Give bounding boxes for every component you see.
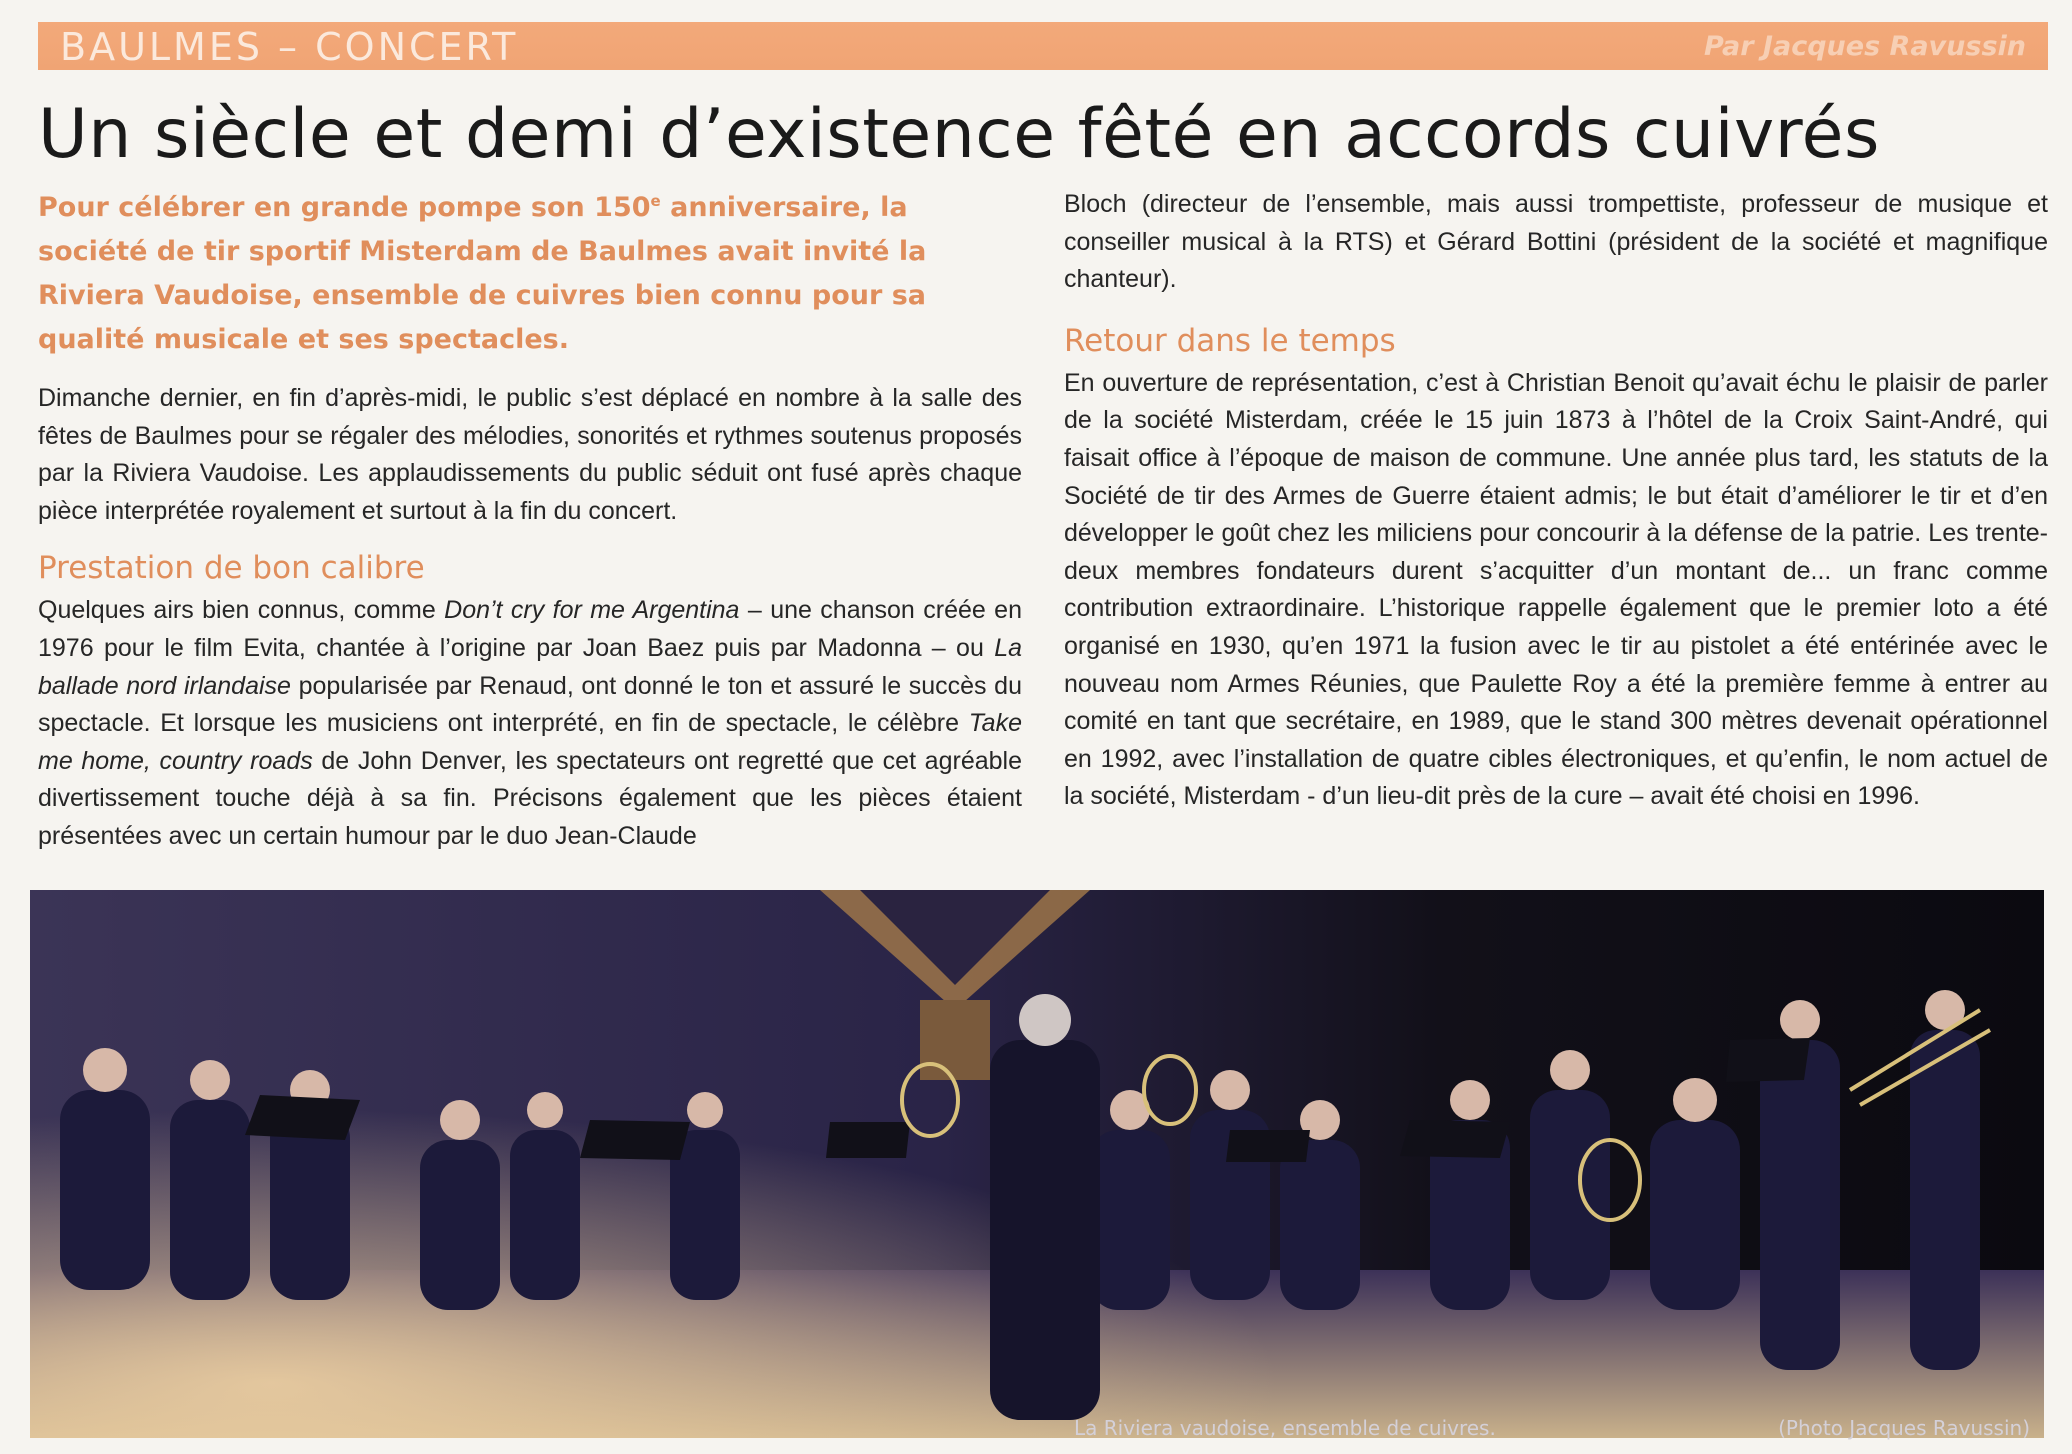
concert-photo [30, 890, 2044, 1438]
rubric-band [38, 22, 2048, 70]
lead-text-start: Pour célébrer en grande pompe son 150 [38, 192, 651, 223]
continuation-paragraph: Bloch (directeur de l’ensemble, mais aussi trompettiste, professeur de musique et conseiller musical à la RTS) et Gérard Bottini (président de la société et magnifique chanteur). [1064, 190, 2048, 294]
article-lead [38, 186, 938, 362]
subheading-retour: Retour dans le temps [1064, 322, 1396, 359]
intro-paragraph: Dimanche dernier, en fin d’après-midi, le public s’est déplacé en nombre à la salle des fêtes de Baulmes pour se régaler des mélodies, sonorités et rythmes soutenus proposés par la Riviera Vaudoise. Les applaudissements du public séduit ont fusé après chaque pièce interprétée royalement et surtout à la fin du concert. [38, 384, 1022, 525]
song-title: Take me home, country roads [38, 709, 1022, 775]
photo-caption: La Riviera vaudoise, ensemble de cuivres. [1074, 1416, 1496, 1440]
concert-photo-illustration [30, 890, 2044, 1438]
lead-superscript: e [650, 192, 661, 210]
article-headline: Un siècle et demi d’existence fêté en accords cuivrés [38, 95, 1880, 174]
text-segment: de John Denver, les spectateurs ont regretté que cet agréable divertissement touche déjà à sa fin. Précisons également que les pièces étaient présentées avec un certain humour par le duo Jean-Claude [38, 746, 1022, 850]
subheading-prestation: Prestation de bon calibre [38, 550, 425, 587]
text-segment: popularisée par Renaud, ont donné le ton et assuré le succès du spectacle. Et lorsque les musiciens ont interprété, en fin de spectacle, le célèbre [38, 671, 1022, 738]
column-right [1064, 186, 2048, 816]
text-segment: Quelques airs bien connus, comme [38, 596, 445, 625]
text-segment: – une chanson créée en 1976 pour le film Evita, chantée à l’origine par Joan Baez puis par Madonna – ou [38, 596, 1022, 662]
paragraph-prestation [38, 592, 1022, 855]
photo-credit: (Photo Jacques Ravussin) [1778, 1416, 2030, 1440]
column-left [38, 186, 1022, 856]
rubric-byline: Par Jacques Ravussin [1703, 31, 2026, 62]
lead-text-end: anniversaire, la société de tir sportif Misterdam de Baulmes avait invité la Riviera Vaudoise, ensemble de cuivres bien connu pour sa qualité musicale et ses spectacles. [38, 192, 927, 355]
song-title: La ballade nord irlandaise [38, 633, 1022, 700]
paragraph-retour: En ouverture de représentation, c’est à Christian Benoit qu’avait échu le plaisir de parler de la société Misterdam, créée le 15 juin 1873 à l’hôtel de la Croix Saint-André, qui faisait office à l’époque de maison de commune. Une année plus tard, les statuts de la Société de tir des Armes de Guerre étaient admis; le but était d’améliorer le tir et d’en développer le goût chez les miliciens pour concourir à la défense de la patrie. Les trente-deux membres fondateurs durent s’acquitter d’un montant de... un franc comme contribution extraordinaire. L’historique rappelle également que le premier loto a été organisé en 1930, qu’en 1971 la fusion avec le tir au pistolet a été entérinée avec le nouveau nom Armes Réunies, que Paulette Roy a été la première femme à entrer au comité en tant que secrétaire, en 1989, que le stand 300 mètres devenait opérationnel en 1992, avec l’installation de quatre cibles électroniques, et qu’enfin, le nom actuel de la société, Misterdam - d’un lieu-dit près de la cure – avait été choisi en 1996. [1064, 368, 2048, 811]
song-title: Don’t cry for me Argentina [444, 596, 740, 625]
rubric-section: BAULMES – CONCERT [60, 25, 519, 69]
